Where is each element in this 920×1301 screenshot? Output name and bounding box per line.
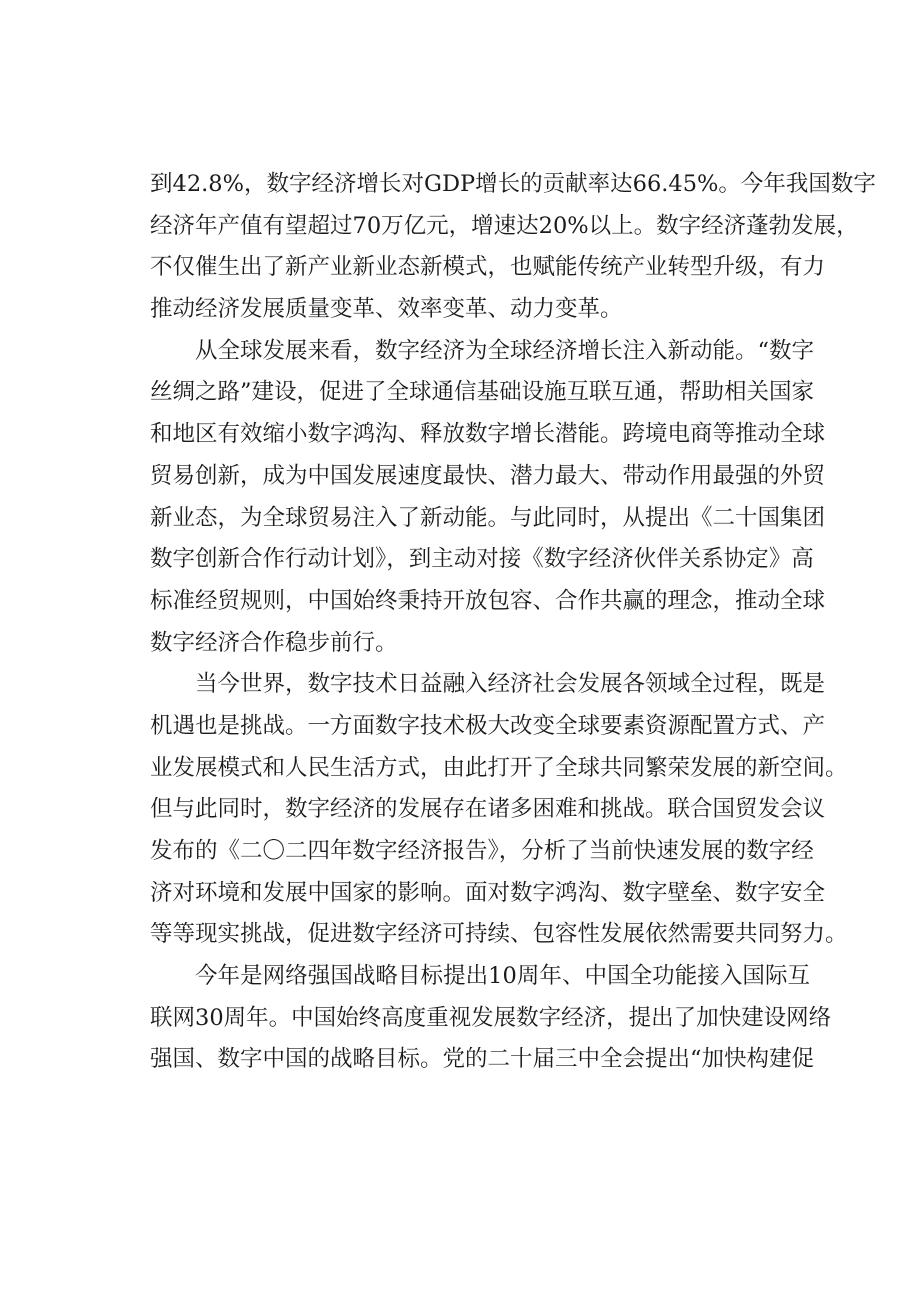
text-line: 发布的《二〇二四年数字经济报告》，分析了当前快速发展的数字经 (150, 838, 814, 864)
text-line: 当今世界，数字技术日益融入经济社会发展各领域全过程，既是 (195, 671, 826, 698)
text-line: 数字经济合作稳步前行。 (150, 629, 398, 656)
text-line: 济对环境和发展中国家的影响。面对数字鸿沟、数字壁垒、数字安全 (150, 879, 826, 906)
text-line: 和地区有效缩小数字鸿沟、释放数字增长潜能。跨境电商等推动全球 (150, 421, 826, 448)
text-line: 不仅催生出了新产业新业态新模式，也赋能传统产业转型升级，有力 (150, 254, 826, 281)
text-line: 业发展模式和人民生活方式，由此打开了全球共同繁荣发展的新空间。 (150, 754, 848, 781)
text-line: 数字创新合作行动计划》，到主动对接《数字经济伙伴关系协定》高 (150, 546, 814, 573)
text-line: 但与此同时，数字经济的发展存在诸多困难和挑战。联合国贸发会议 (150, 796, 826, 823)
text-line: 到42.8%，数字经济增长对GDP增长的贡献率达66.45%。今年我国数字 (150, 171, 876, 197)
text-line: 等等现实挑战，促进数字经济可持续、包容性发展依然需要共同努力。 (150, 921, 848, 948)
paragraph-cyber-power-strategy (150, 956, 832, 1081)
text-line: 从全球发展来看，数字经济为全球经济增长注入新动能。“数字 (195, 337, 815, 364)
text-line: 贸易创新，成为中国发展速度最快、潜力最大、带动作用最强的外贸 (150, 462, 826, 489)
text-line: 经济年产值有望超过70万亿元，增速达20%以上。数字经济蓬勃发展， (150, 212, 859, 239)
text-line: 强国、数字中国的战略目标。党的二十届三中全会提出“加快构建促 (150, 1046, 815, 1073)
text-line: 新业态，为全球贸易注入了新动能。与此同时，从提出《二十国集团 (150, 504, 826, 531)
document-body (150, 164, 876, 1081)
text-line: 联网30周年。中国始终高度重视发展数字经济，提出了加快建设网络 (150, 1004, 832, 1031)
paragraph-digital-economy-growth (150, 164, 876, 331)
paragraph-opportunities-challenges (150, 664, 848, 956)
text-line: 今年是网络强国战略目标提出10周年、中国全功能接入国际互 (195, 963, 810, 990)
text-line: 推动经济发展质量变革、效率变革、动力变革。 (150, 296, 623, 323)
text-line: 机遇也是挑战。一方面数字技术极大改变全球要素资源配置方式、产 (150, 712, 826, 739)
paragraph-global-development (150, 331, 826, 665)
text-line: 标准经贸规则，中国始终秉持开放包容、合作共赢的理念，推动全球 (150, 587, 826, 614)
text-line: 丝绸之路”建设，促进了全球通信基础设施互联互通，帮助相关国家 (150, 379, 815, 406)
